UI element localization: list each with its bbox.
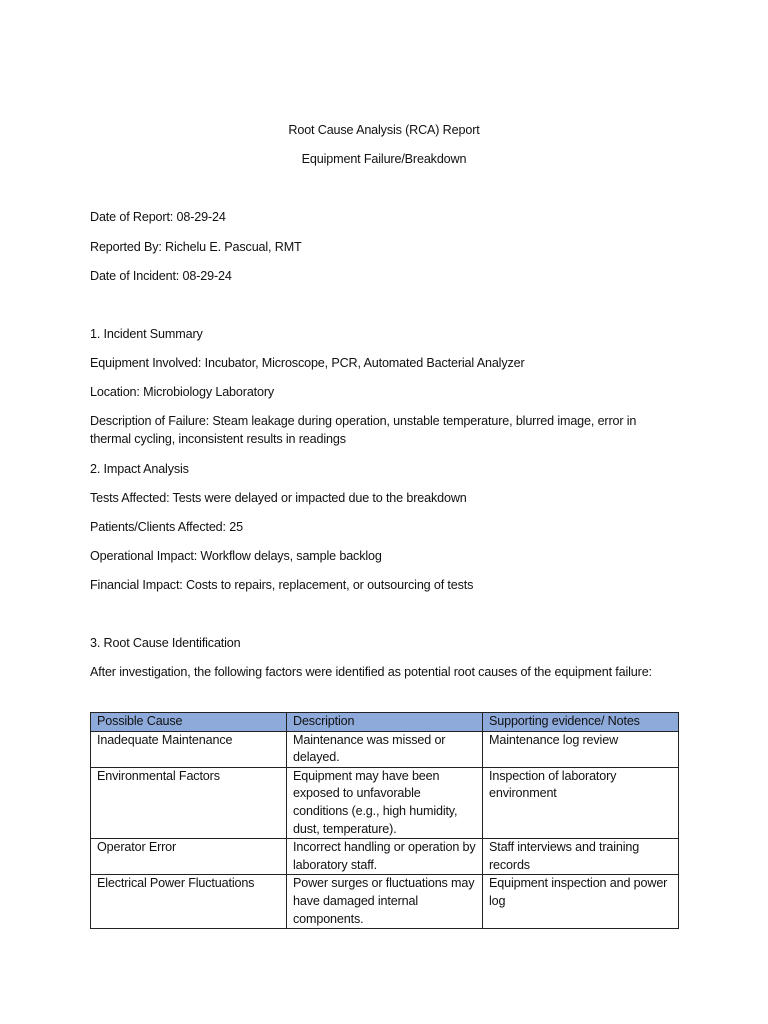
header-possible-cause: Possible Cause	[91, 713, 287, 732]
header-supporting-evidence: Supporting evidence/ Notes	[483, 713, 679, 732]
equipment-involved: Equipment Involved: Incubator, Microscope, PCR, Automated Bacterial Analyzer	[90, 356, 525, 370]
table-row	[91, 767, 679, 838]
table-cell-cause: Inadequate Maintenance	[91, 731, 287, 767]
table-row	[91, 839, 679, 875]
table-row	[91, 731, 679, 767]
table-cell-evidence: Equipment inspection and power log	[483, 875, 679, 929]
table-header-row	[91, 713, 679, 732]
root-cause-intro: After investigation, the following factors were identified as potential root causes of the equipment failure:	[90, 665, 652, 679]
table-cell-evidence: Maintenance log review	[483, 731, 679, 767]
failure-description: Description of Failure: Steam leakage during operation, unstable temperature, blurred image, error in thermal cycling, inconsistent results in readings	[90, 414, 637, 446]
tests-affected: Tests Affected: Tests were delayed or impacted due to the breakdown	[90, 491, 467, 505]
table-cell-evidence: Inspection of laboratory environment	[483, 767, 679, 838]
report-title: Root Cause Analysis (RCA) Report	[288, 123, 480, 137]
financial-impact: Financial Impact: Costs to repairs, replacement, or outsourcing of tests	[90, 578, 474, 592]
table-cell-description: Power surges or fluctuations may have damaged internal components.	[287, 875, 483, 929]
date-of-incident: Date of Incident: 08-29-24	[90, 269, 232, 283]
patients-affected: Patients/Clients Affected: 25	[90, 520, 243, 534]
report-subtitle: Equipment Failure/Breakdown	[301, 152, 467, 166]
operational-impact: Operational Impact: Workflow delays, sample backlog	[90, 549, 382, 563]
table-cell-description: Incorrect handling or operation by laboratory staff.	[287, 839, 483, 875]
table-cell-description: Maintenance was missed or delayed.	[287, 731, 483, 767]
table-row	[91, 875, 679, 929]
table-cell-cause: Operator Error	[91, 839, 287, 875]
incident-summary-heading: 1. Incident Summary	[90, 327, 203, 341]
date-of-report: Date of Report: 08-29-24	[90, 210, 226, 224]
impact-analysis-heading: 2. Impact Analysis	[90, 462, 189, 476]
reported-by: Reported By: Richelu E. Pascual, RMT	[90, 240, 302, 254]
table-cell-cause: Environmental Factors	[91, 767, 287, 838]
table-cell-cause: Electrical Power Fluctuations	[91, 875, 287, 929]
root-cause-table	[90, 712, 679, 929]
header-description: Description	[287, 713, 483, 732]
location: Location: Microbiology Laboratory	[90, 385, 275, 399]
root-cause-heading: 3. Root Cause Identification	[90, 636, 241, 650]
table-cell-description: Equipment may have been exposed to unfavorable conditions (e.g., high humidity, dust, temperature).	[287, 767, 483, 838]
table-cell-evidence: Staff interviews and training records	[483, 839, 679, 875]
